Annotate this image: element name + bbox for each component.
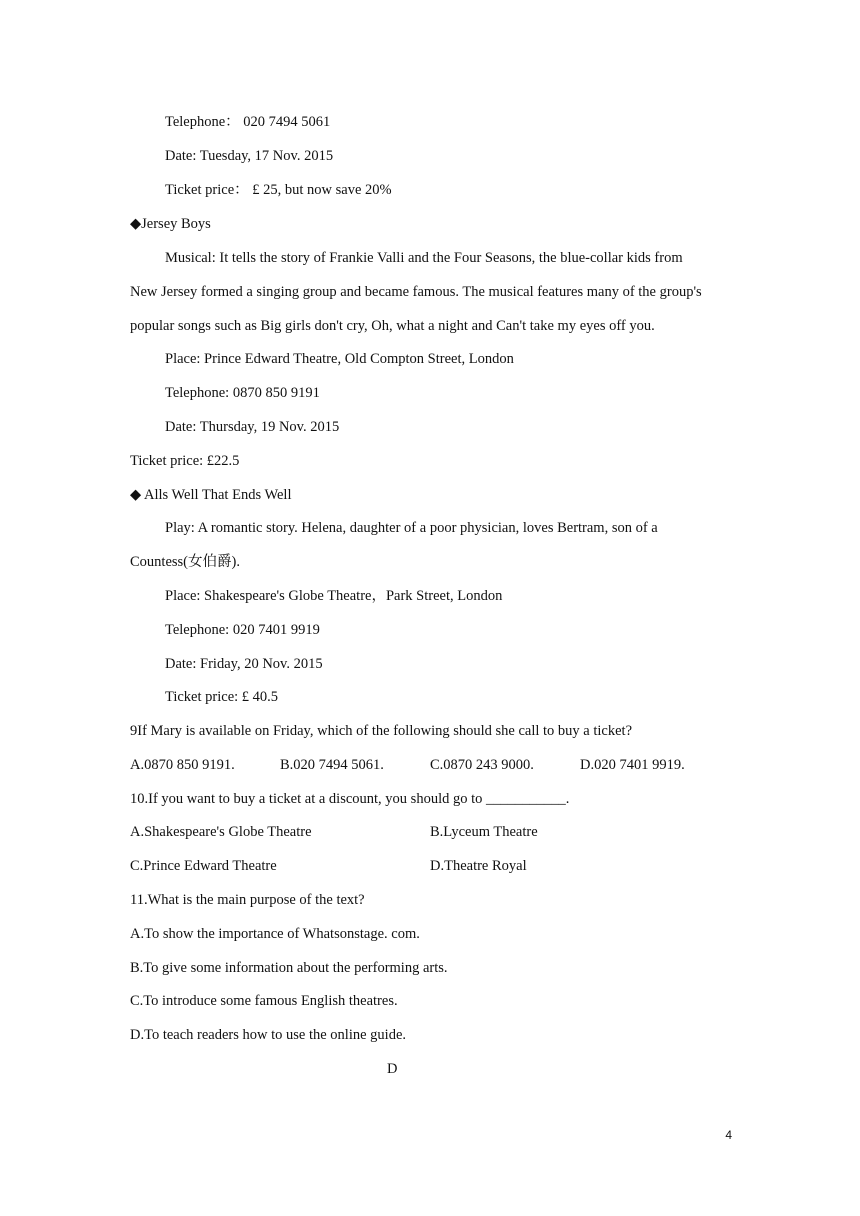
q11-option-a: A.To show the importance of Whatsonstage. com. <box>130 926 420 942</box>
question-11: 11.What is the main purpose of the text? <box>130 892 365 908</box>
page-number: 4 <box>725 1128 732 1142</box>
place-line: Place: Prince Edward Theatre, Old Compton Street, London <box>165 351 514 367</box>
q10-option-d: D.Theatre Royal <box>430 858 527 874</box>
q10-option-c: C.Prince Edward Theatre <box>130 858 277 874</box>
q11-option-c: C.To introduce some famous English theatres. <box>130 993 398 1009</box>
ticket-price-line: Ticket price: £ 40.5 <box>165 689 279 705</box>
q9-option-c: C.0870 243 9000. <box>430 757 534 773</box>
show-title-alls-well: ◆ Alls Well That Ends Well <box>130 487 292 503</box>
question-10: 10.If you want to buy a ticket at a discount, you should go to ___________. <box>130 791 570 807</box>
show-description-line: popular songs such as Big girls don't cry, Oh, what a night and Can't take my eyes off you. <box>130 318 655 334</box>
q10-option-a: A.Shakespeare's Globe Theatre <box>130 824 312 840</box>
show-title-jersey-boys: ◆Jersey Boys <box>130 216 211 232</box>
q9-option-b: B.020 7494 5061. <box>280 757 384 773</box>
telephone-line: Telephone: 020 7401 9919 <box>165 622 320 638</box>
ticket-price-line: Ticket price: £22.5 <box>130 453 240 469</box>
show-description-line: Musical: It tells the story of Frankie Valli and the Four Seasons, the blue-collar kids from <box>165 250 683 266</box>
q10-option-b: B.Lyceum Theatre <box>430 824 538 840</box>
q11-option-d: D.To teach readers how to use the online guide. <box>130 1027 407 1043</box>
telephone-line: Telephone： 020 7494 5061 <box>165 114 331 130</box>
show-description-line: Play: A romantic story. Helena, daughter of a poor physician, loves Bertram, son of a <box>165 520 658 536</box>
q9-option-a: A.0870 850 9191. <box>130 757 235 773</box>
telephone-line: Telephone: 0870 850 9191 <box>165 385 320 401</box>
show-description-line: New Jersey formed a singing group and became famous. The musical features many of the group's <box>130 284 702 300</box>
place-line: Place: Shakespeare's Globe Theatre，Park Street, London <box>165 588 503 604</box>
date-line: Date: Tuesday, 17 Nov. 2015 <box>165 148 334 164</box>
date-line: Date: Friday, 20 Nov. 2015 <box>165 656 323 672</box>
question-9: 9If Mary is available on Friday, which of the following should she call to buy a ticket? <box>130 723 633 739</box>
show-description-line: Countess(女伯爵). <box>130 554 240 570</box>
ticket-price-line: Ticket price： £ 25, but now save 20% <box>165 182 392 198</box>
q11-option-b: B.To give some information about the performing arts. <box>130 960 448 976</box>
section-label-d: D <box>387 1061 398 1077</box>
q9-option-d: D.020 7401 9919. <box>580 757 685 773</box>
date-line: Date: Thursday, 19 Nov. 2015 <box>165 419 340 435</box>
